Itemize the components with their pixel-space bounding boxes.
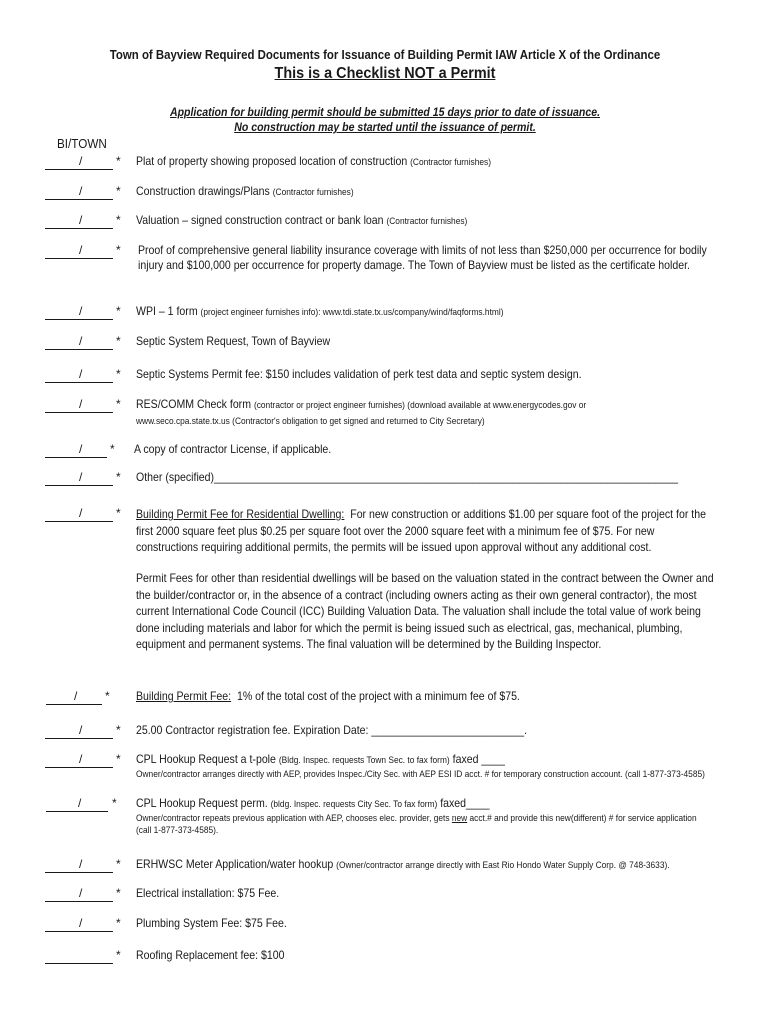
required-star: *: [116, 243, 121, 257]
item-note: (Bldg. Inspec. requests Town Sec. to fax form): [278, 755, 450, 766]
required-star: *: [116, 213, 121, 227]
page-title: Town of Bayview Required Documents for Issuance of Building Permit IAW Article X of the Ordinance: [109, 47, 661, 62]
item-text: CPL Hookup Request a t-pole: [136, 752, 276, 766]
required-star: *: [105, 689, 110, 703]
item-text: 1% of the total cost of the project with a minimum fee of $75.: [236, 689, 520, 703]
item-note: (contractor or project engineer furnishes) (download available at www.energycodes.gov or www.seco.cpa.state.tx.us (Contractor's obligation to get signed and returned to City Secretary): [136, 400, 587, 427]
item-text: Construction drawings/Plans: [136, 184, 270, 198]
column-label: BI/TOWN: [57, 136, 107, 151]
item-text: Plumbing System Fee: $75 Fee.: [136, 916, 287, 930]
check-blank[interactable]: /: [45, 723, 113, 739]
check-blank[interactable]: /: [45, 916, 113, 932]
required-star: *: [116, 752, 121, 766]
check-blank[interactable]: /: [46, 689, 102, 705]
check-blank[interactable]: /: [45, 243, 113, 259]
check-blank[interactable]: /: [45, 334, 113, 350]
item-text: Plat of property showing proposed location of construction: [136, 154, 408, 168]
item-text: Roofing Replacement fee: $100: [136, 948, 285, 962]
check-blank[interactable]: /: [45, 470, 113, 486]
required-star: *: [116, 916, 121, 930]
required-star: *: [116, 948, 121, 962]
permit-fee-paragraph: Permit Fees for other than residential dwellings will be based on the valuation stated in the contract between the Owner and the builder/contractor or, in the absence of a contract (including owners acting as their own general contractor), the most current International Code Council (ICC) Building Valuation Data. The valuation shall include the total value of work being done including materials and labor for which the permit is being issued such as electrical, gas, mechanical, plumbing, equipment and permanent systems. The final valuation will be determined by the Building Inspector.: [136, 571, 714, 651]
faxed-field[interactable]: faxed____: [440, 796, 490, 810]
check-blank[interactable]: /: [45, 154, 113, 170]
required-star: *: [116, 184, 121, 198]
required-star: *: [116, 304, 121, 318]
required-star: *: [116, 470, 121, 484]
item-text: Other (specified)_______________________________________________________________________________: [136, 470, 679, 484]
item-text: Valuation – signed construction contract or bank loan: [136, 213, 384, 227]
required-star: *: [110, 442, 115, 456]
required-star: *: [116, 334, 121, 348]
required-star: *: [116, 506, 121, 520]
item-note: (Contractor furnishes): [386, 216, 468, 227]
check-blank[interactable]: /: [45, 506, 113, 522]
item-heading: Building Permit Fee:: [136, 689, 232, 703]
check-blank[interactable]: /: [45, 752, 113, 768]
item-text: ERHWSC Meter Application/water hookup: [136, 857, 334, 871]
submission-notice: Application for building permit should be submitted 15 days prior to date of issuance.: [169, 105, 601, 119]
item-text: 25.00 Contractor registration fee. Expiration Date: __________________________.: [136, 723, 528, 737]
item-note: (Contractor furnishes): [410, 157, 491, 168]
item-text: For new construction or additions $1.00 per square foot of the project for the first 2000 square feet plus $0.25 per square foot over the 2000 square feet with a minimum fee of $75. For new constructions requiring additional permits, the permits will be issued upon approval without any additional cost.: [136, 507, 706, 554]
item-text: Proof of comprehensive general liability insurance coverage with limits of not less than $250,000 per occurrence for bodily injury and $100,000 per occurrence for property damage. The Town of Bayview must be listed as the certificate holder.: [138, 243, 707, 272]
required-star: *: [116, 367, 121, 381]
check-blank[interactable]: /: [46, 796, 108, 812]
item-text: WPI – 1 form: [136, 304, 198, 318]
check-blank[interactable]: [45, 948, 113, 964]
faxed-field[interactable]: faxed ____: [452, 752, 505, 766]
required-star: *: [116, 723, 121, 737]
check-blank[interactable]: /: [45, 397, 113, 413]
required-star: *: [116, 154, 121, 168]
item-note: (Owner/contractor arrange directly with East Rio Hondo Water Supply Corp. @ 748-3633).: [336, 860, 670, 871]
construction-notice: No construction may be started until the issuance of permit.: [234, 120, 536, 134]
required-star: *: [116, 886, 121, 900]
check-blank[interactable]: /: [45, 367, 113, 383]
check-blank[interactable]: /: [45, 304, 113, 320]
page-subtitle: This is a Checklist NOT a Permit: [274, 65, 496, 82]
item-subnote: Owner/contractor repeats previous application with AEP, chooses elec. provider, gets new acct.# and provide this new(different) # for service application (call 1-877-373-4585).: [136, 813, 697, 836]
check-blank[interactable]: /: [45, 442, 107, 458]
item-subnote: Owner/contractor arranges directly with AEP, provides Inspec./City Sec. with AEP ESI ID acct. # for temporary construction account. (call 1-877-373-4585): [136, 769, 705, 780]
item-text: Electrical installation: $75 Fee.: [136, 886, 280, 900]
required-star: *: [116, 397, 121, 411]
item-text: RES/COMM Check form: [136, 397, 252, 411]
check-blank[interactable]: /: [45, 886, 113, 902]
required-star: *: [112, 796, 117, 810]
check-blank[interactable]: /: [45, 857, 113, 873]
item-heading: Building Permit Fee for Residential Dwelling:: [136, 507, 345, 521]
item-text: Septic Systems Permit fee: $150 includes validation of perk test data and septic system design.: [136, 367, 582, 381]
item-note: (Contractor furnishes): [272, 187, 354, 198]
check-blank[interactable]: /: [45, 213, 113, 229]
item-note: (bldg. Inspec. requests City Sec. To fax form): [270, 799, 438, 810]
item-text: CPL Hookup Request perm.: [136, 796, 268, 810]
item-text: A copy of contractor License, if applicable.: [134, 442, 332, 456]
required-star: *: [116, 857, 121, 871]
item-note: (project engineer furnishes info): www.tdi.state.tx.us/company/wind/faqforms.html): [200, 307, 504, 318]
item-text: Septic System Request, Town of Bayview: [136, 334, 331, 348]
check-blank[interactable]: /: [45, 184, 113, 200]
